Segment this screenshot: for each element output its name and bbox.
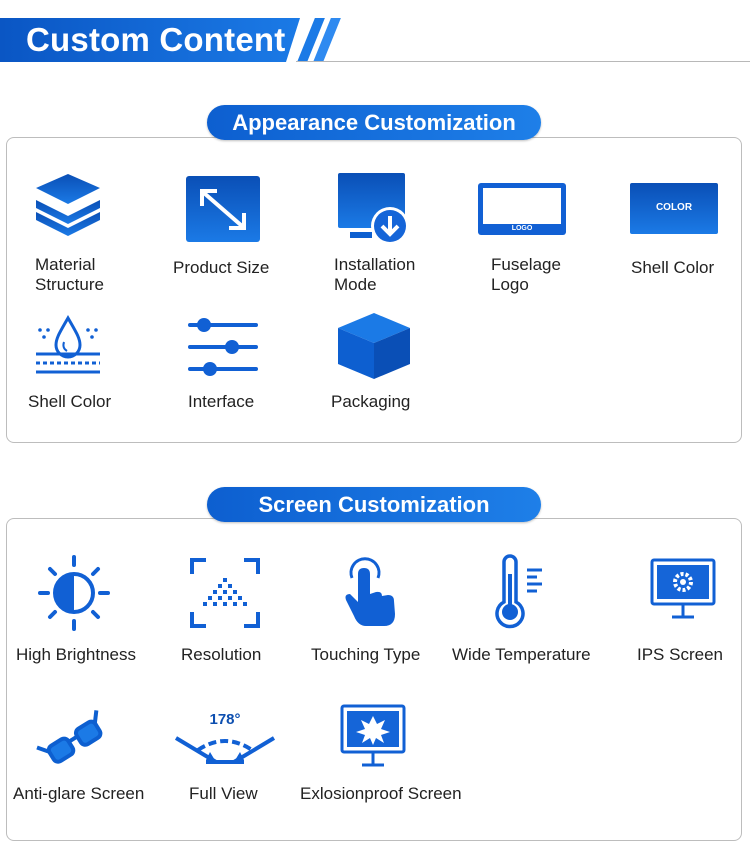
item-label: Shell Color	[631, 258, 715, 277]
item-label: Full View	[189, 784, 258, 803]
item-label: Shell Color	[28, 392, 112, 411]
item-label: High Brightness	[16, 645, 137, 664]
logo-badge: LOGO	[511, 225, 533, 232]
box-icon	[298, 312, 448, 392]
brightness-sun-icon	[0, 554, 150, 634]
waterproof-drop-icon	[0, 312, 150, 392]
item-label: Fuselage Logo	[491, 255, 561, 294]
resolution-icon	[150, 554, 300, 634]
glasses-icon	[0, 702, 150, 782]
logo-panel-icon	[447, 170, 597, 250]
item-label: Resolution	[181, 645, 262, 664]
color-panel-icon	[598, 170, 748, 250]
explosion-monitor-icon	[298, 702, 448, 782]
monitor-gear-icon	[608, 554, 750, 634]
screen-section-title: Screen Customization	[207, 487, 541, 522]
item-label: Packaging	[331, 392, 411, 411]
item-label: Wide Temperature	[452, 645, 591, 664]
item-label: Anti-glare Screen	[13, 784, 145, 803]
item-label: Product Size	[173, 258, 270, 277]
thermometer-icon	[448, 554, 598, 634]
item-label: Interface	[188, 392, 255, 411]
touch-hand-icon	[296, 554, 446, 634]
layers-icon	[0, 170, 150, 250]
item-label: Touching Type	[311, 645, 421, 664]
item-label: Material Structure	[35, 255, 104, 294]
item-label: Exlosionproof Screen	[300, 784, 462, 803]
resize-arrow-icon	[148, 170, 298, 250]
page-title: Custom Content	[26, 21, 286, 58]
appearance-section-title: Appearance Customization	[207, 105, 541, 140]
view-angle-icon	[150, 702, 300, 782]
monitor-download-icon	[298, 170, 448, 250]
item-label: IPS Screen	[637, 645, 723, 664]
item-label: Installation Mode	[334, 255, 416, 294]
header-divider	[296, 61, 750, 62]
sliders-icon	[148, 312, 298, 392]
color-badge: COLOR	[655, 202, 693, 213]
view-angle-badge: 178°	[209, 711, 241, 728]
